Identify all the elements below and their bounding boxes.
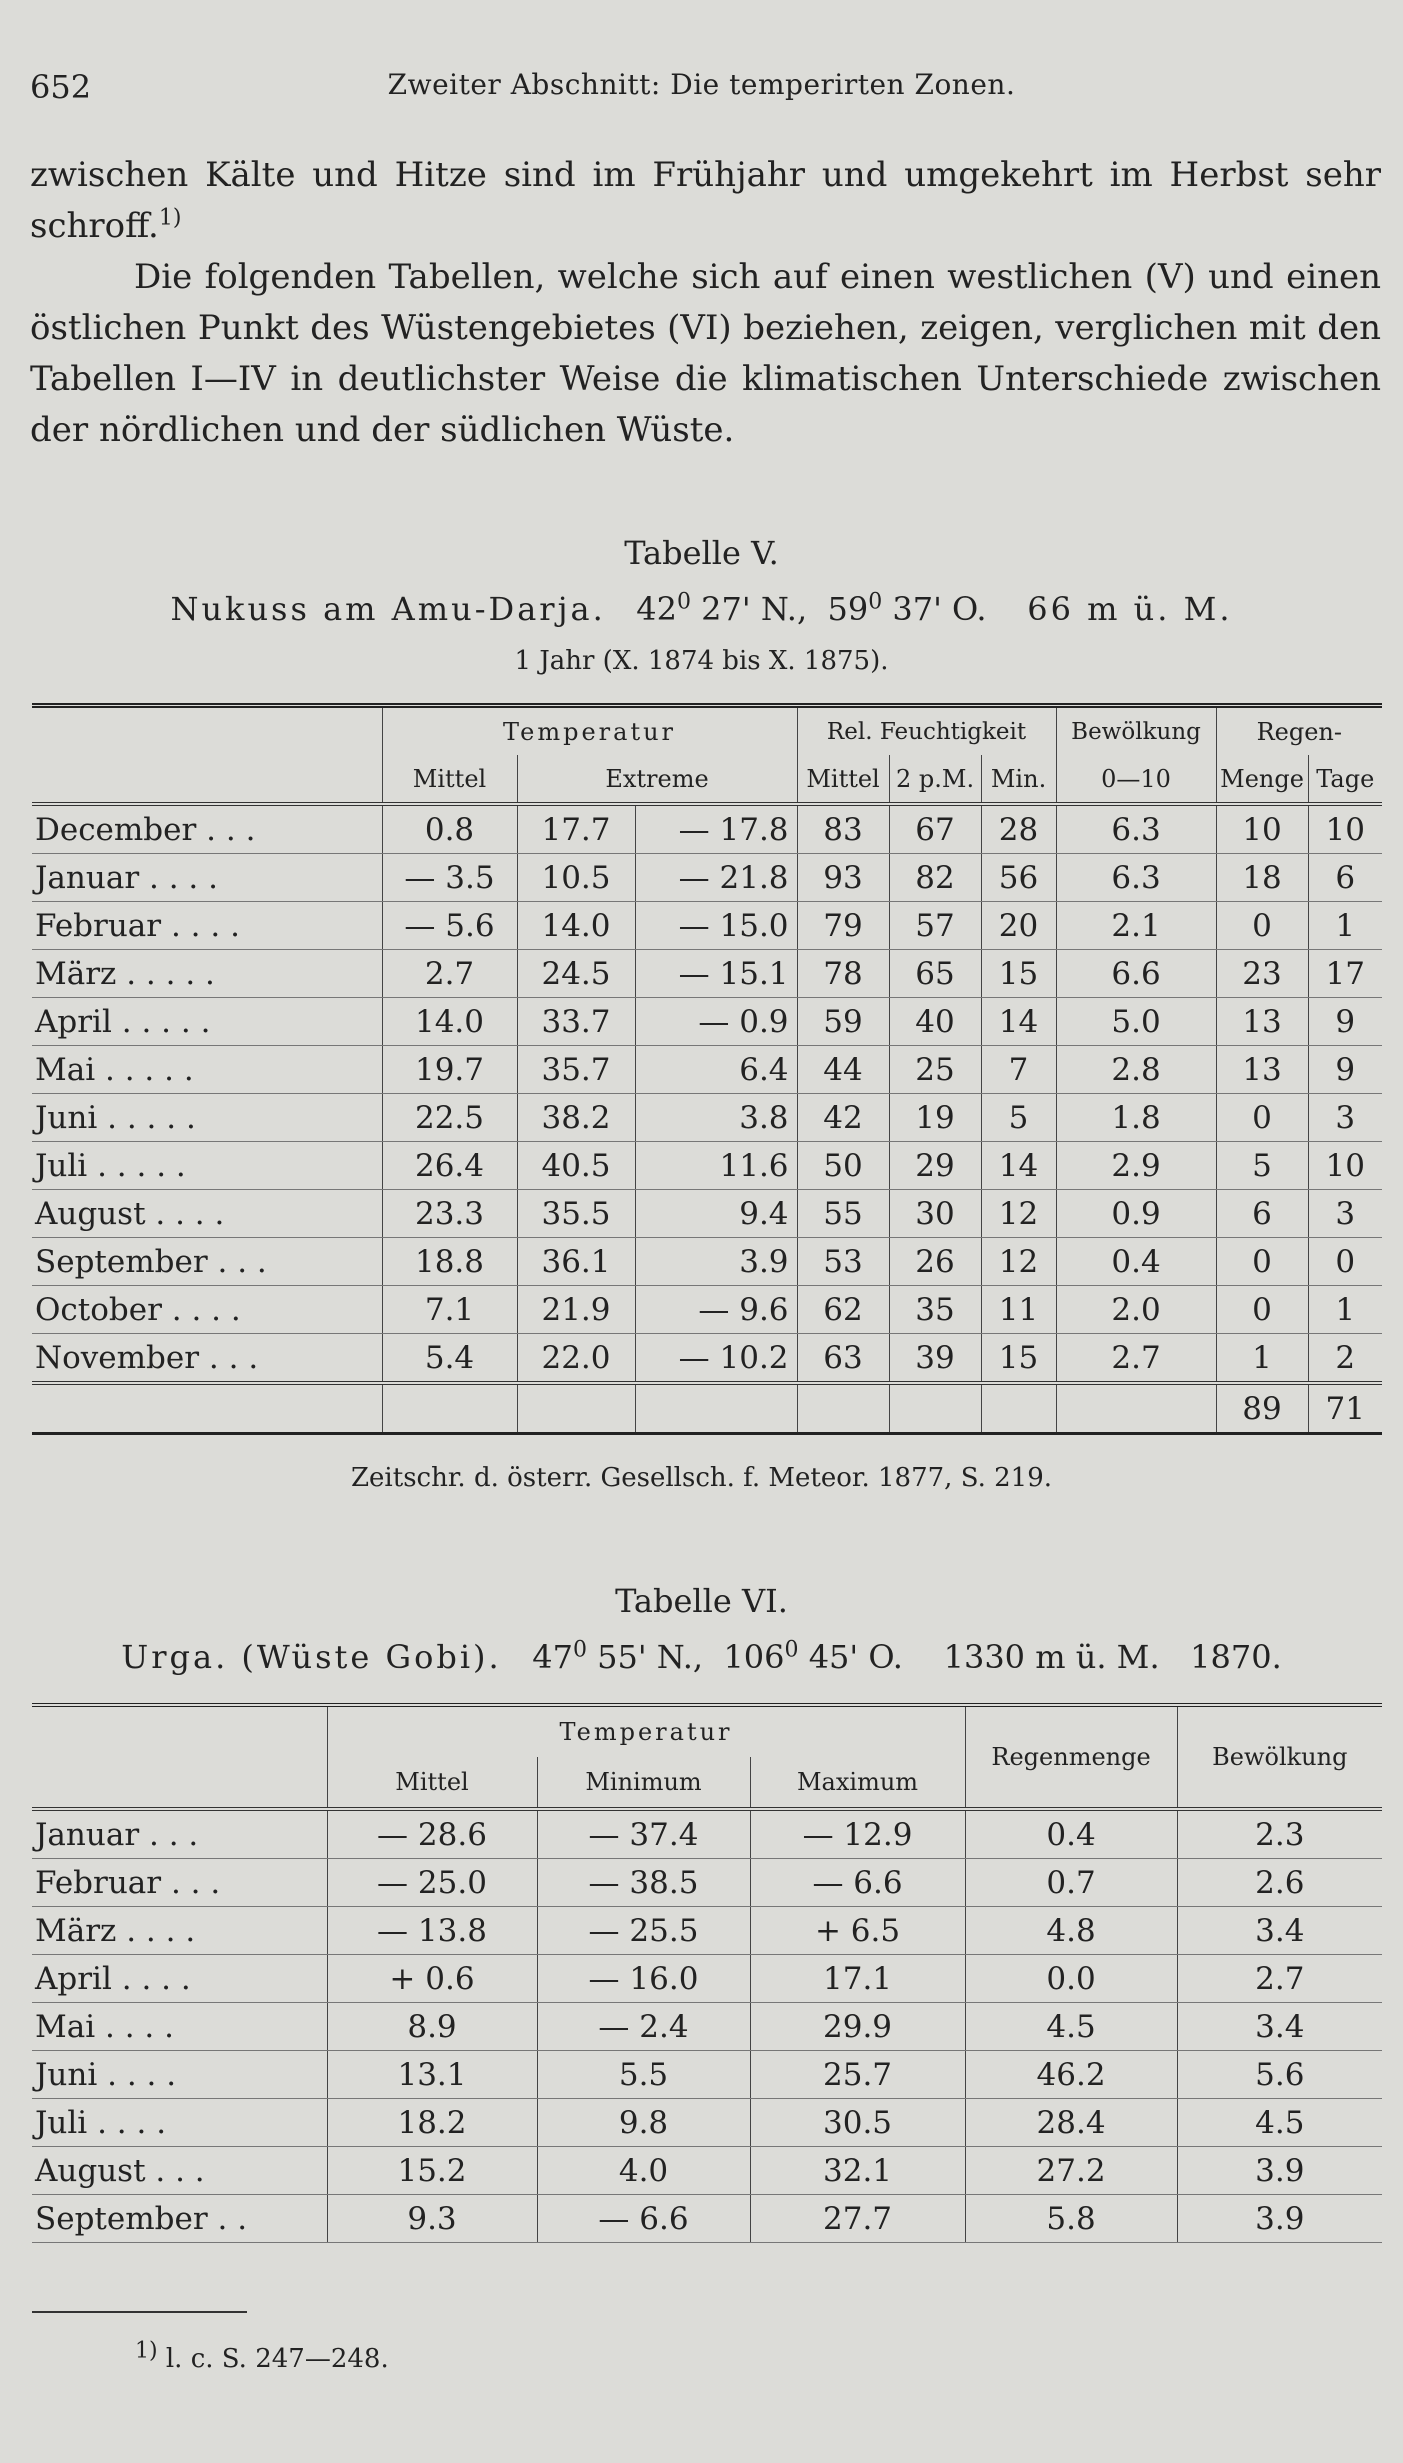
- rain-days: 0: [1308, 1238, 1382, 1286]
- rain-amount: 46.2: [965, 2051, 1177, 2099]
- month-label: September . .: [32, 2195, 327, 2243]
- running-title: Zweiter Abschnitt: Die temperirten Zonen.: [387, 68, 1016, 101]
- cloudiness: 2.6: [1177, 1859, 1382, 1907]
- temp-mittel: 0.8: [382, 804, 517, 854]
- table-6-location: Urga. (Wüste Gobi).: [121, 1638, 502, 1676]
- temp-mittel: 7.1: [382, 1286, 517, 1334]
- table-row: [32, 2003, 1382, 2051]
- temp-maximum: 29.9: [750, 2003, 965, 2051]
- table-5-lon-min: 37': [892, 590, 942, 628]
- rain-amount: 0.4: [965, 1809, 1177, 1859]
- rain-days: 1: [1308, 902, 1382, 950]
- temp-mittel: 18.8: [382, 1238, 517, 1286]
- temp-minimum: — 2.4: [537, 2003, 750, 2051]
- cloudiness: 3.4: [1177, 1907, 1382, 1955]
- rain-amount: 10: [1216, 804, 1308, 854]
- month-label: März . . . .: [32, 1907, 327, 1955]
- cloudiness: 2.7: [1177, 1955, 1382, 2003]
- temp-mittel: 14.0: [382, 998, 517, 1046]
- humidity-2pm: 29: [889, 1142, 981, 1190]
- body-text: [30, 150, 1381, 456]
- degree-mark: 0: [676, 589, 691, 615]
- temp-max: 22.0: [517, 1334, 635, 1384]
- header-tage: Tage: [1308, 755, 1382, 804]
- humidity-min: 14: [981, 998, 1056, 1046]
- temp-mittel: — 3.5: [382, 854, 517, 902]
- table-6-location-line: [20, 1638, 1383, 1676]
- cloudiness: 6.6: [1056, 950, 1216, 998]
- cloudiness: 2.9: [1056, 1142, 1216, 1190]
- rain-days: 3: [1308, 1094, 1382, 1142]
- table-5-period: 1 Jahr (X. 1874 bis X. 1875).: [514, 646, 889, 676]
- table-5-location: Nukuss am Amu-Darja.: [170, 590, 606, 628]
- month-label: October . . . .: [32, 1286, 382, 1334]
- temp-mittel: — 25.0: [327, 1859, 537, 1907]
- table-5-header-row-2: [32, 755, 1382, 804]
- cloudiness: 3.9: [1177, 2195, 1382, 2243]
- temp-maximum: 30.5: [750, 2099, 965, 2147]
- temp-mittel: 8.9: [327, 2003, 537, 2051]
- temp-max: 14.0: [517, 902, 635, 950]
- cloudiness: 6.3: [1056, 804, 1216, 854]
- table-row: [32, 1955, 1382, 2003]
- cloudiness: 3.4: [1177, 2003, 1382, 2051]
- temp-mittel: 5.4: [382, 1334, 517, 1384]
- table-6-lat: 47: [532, 1638, 573, 1676]
- footnote-divider: [32, 2311, 247, 2313]
- temp-minimum: 5.5: [537, 2051, 750, 2099]
- humidity-mittel: 78: [797, 950, 889, 998]
- month-label: Juni . . . . .: [32, 1094, 382, 1142]
- temp-max: 40.5: [517, 1142, 635, 1190]
- month-label: Juni . . . .: [32, 2051, 327, 2099]
- table-6-lat-min: 55': [597, 1638, 647, 1676]
- table-row: [32, 854, 1382, 902]
- month-label: März . . . . .: [32, 950, 382, 998]
- header-maximum: Maximum: [750, 1757, 965, 1809]
- rain-amount: 13: [1216, 1046, 1308, 1094]
- table-5-lon: 59: [827, 590, 869, 628]
- rain-days: 2: [1308, 1334, 1382, 1384]
- table-row: [32, 1238, 1382, 1286]
- temp-max: 17.7: [517, 804, 635, 854]
- header-feuchtigkeit: Rel. Feuchtigkeit: [797, 706, 1056, 756]
- humidity-mittel: 79: [797, 902, 889, 950]
- table-row: [32, 998, 1382, 1046]
- temp-min: — 10.2: [635, 1334, 797, 1384]
- footnote-ref: 1): [158, 205, 182, 231]
- header-scale: 0—10: [1056, 755, 1216, 804]
- rain-amount: 18: [1216, 854, 1308, 902]
- humidity-2pm: 35: [889, 1286, 981, 1334]
- temp-max: 35.7: [517, 1046, 635, 1094]
- temp-min: 3.8: [635, 1094, 797, 1142]
- temp-min: 3.9: [635, 1238, 797, 1286]
- table-6-lon-dir: O.: [868, 1638, 903, 1676]
- temp-mittel: — 5.6: [382, 902, 517, 950]
- temp-maximum: — 12.9: [750, 1809, 965, 1859]
- humidity-2pm: 19: [889, 1094, 981, 1142]
- rain-amount: 0.0: [965, 1955, 1177, 2003]
- table-row: [32, 950, 1382, 998]
- temp-min: — 9.6: [635, 1286, 797, 1334]
- rain-amount: 27.2: [965, 2147, 1177, 2195]
- table-6-elevation: 1330 m ü. M.: [943, 1638, 1160, 1676]
- table-5-total-row: [32, 1383, 1382, 1434]
- temp-minimum: 4.0: [537, 2147, 750, 2195]
- temp-mittel: — 13.8: [327, 1907, 537, 1955]
- humidity-min: 14: [981, 1142, 1056, 1190]
- header-extreme: Extreme: [517, 755, 797, 804]
- header-mittel: Mittel: [327, 1757, 537, 1809]
- humidity-mittel: 44: [797, 1046, 889, 1094]
- cloudiness: 0.9: [1056, 1190, 1216, 1238]
- table-row: [32, 2195, 1382, 2243]
- humidity-2pm: 26: [889, 1238, 981, 1286]
- table-row: [32, 1094, 1382, 1142]
- humidity-min: 12: [981, 1190, 1056, 1238]
- header-regen: Regen-: [1216, 706, 1382, 756]
- table-5: [32, 703, 1382, 1435]
- rain-amount: 0: [1216, 1286, 1308, 1334]
- temp-mittel: 13.1: [327, 2051, 537, 2099]
- month-label: Juli . . . .: [32, 2099, 327, 2147]
- header-f-mittel: Mittel: [797, 755, 889, 804]
- table-5-lon-dir: O.: [952, 590, 987, 628]
- temp-min: — 17.8: [635, 804, 797, 854]
- temp-mittel: 19.7: [382, 1046, 517, 1094]
- table-row: [32, 1859, 1382, 1907]
- temp-mittel: 23.3: [382, 1190, 517, 1238]
- humidity-min: 5: [981, 1094, 1056, 1142]
- table-5-source: Zeitschr. d. österr. Gesellsch. f. Meteor. 1877, S. 219.: [350, 1463, 1053, 1493]
- header-temperatur: Temperatur: [327, 1705, 965, 1757]
- rain-days: 6: [1308, 854, 1382, 902]
- table-5-header-row-1: [32, 706, 1382, 756]
- month-label: April . . . . .: [32, 998, 382, 1046]
- header-mittel: Mittel: [382, 755, 517, 804]
- month-label: September . . .: [32, 1238, 382, 1286]
- month-label: December . . .: [32, 804, 382, 854]
- footnote: [135, 2338, 389, 2374]
- table-6: [32, 1703, 1382, 2243]
- paragraph-1: [30, 150, 1381, 252]
- temp-mittel: 9.3: [327, 2195, 537, 2243]
- rain-amount: 0: [1216, 1238, 1308, 1286]
- humidity-2pm: 25: [889, 1046, 981, 1094]
- rain-days: 9: [1308, 998, 1382, 1046]
- rain-days: 10: [1308, 804, 1382, 854]
- temp-minimum: — 6.6: [537, 2195, 750, 2243]
- rain-amount: 23: [1216, 950, 1308, 998]
- temp-maximum: 25.7: [750, 2051, 965, 2099]
- cloudiness: 4.5: [1177, 2099, 1382, 2147]
- cloudiness: 3.9: [1177, 2147, 1382, 2195]
- cloudiness: 0.4: [1056, 1238, 1216, 1286]
- header-min: Min.: [981, 755, 1056, 804]
- rain-days: 10: [1308, 1142, 1382, 1190]
- rain-amount: 4.8: [965, 1907, 1177, 1955]
- header-bewoelkung: Bewölkung: [1177, 1705, 1382, 1809]
- page-header: [30, 68, 1373, 112]
- table-row: [32, 1142, 1382, 1190]
- table-6-year: 1870.: [1190, 1638, 1282, 1676]
- rain-amount: 4.5: [965, 2003, 1177, 2051]
- table-row: [32, 1286, 1382, 1334]
- month-label: November . . .: [32, 1334, 382, 1384]
- rain-amount: 0.7: [965, 1859, 1177, 1907]
- total-tage: 71: [1308, 1383, 1382, 1434]
- temp-maximum: + 6.5: [750, 1907, 965, 1955]
- humidity-mittel: 83: [797, 804, 889, 854]
- temp-max: 36.1: [517, 1238, 635, 1286]
- temp-max: 24.5: [517, 950, 635, 998]
- humidity-mittel: 63: [797, 1334, 889, 1384]
- temp-max: 21.9: [517, 1286, 635, 1334]
- rain-days: 1: [1308, 1286, 1382, 1334]
- rain-days: 9: [1308, 1046, 1382, 1094]
- month-label: August . . . .: [32, 1190, 382, 1238]
- header-menge: Menge: [1216, 755, 1308, 804]
- temp-max: 33.7: [517, 998, 635, 1046]
- cloudiness: 5.6: [1177, 2051, 1382, 2099]
- month-label: Januar . . .: [32, 1809, 327, 1859]
- humidity-min: 28: [981, 804, 1056, 854]
- table-6-lat-dir: N.,: [656, 1638, 704, 1676]
- humidity-min: 11: [981, 1286, 1056, 1334]
- table-5-lat-dir: N.,: [760, 590, 808, 628]
- month-label: Mai . . . .: [32, 2003, 327, 2051]
- cloudiness: 1.8: [1056, 1094, 1216, 1142]
- table-row: [32, 2099, 1382, 2147]
- temp-mittel: 2.7: [382, 950, 517, 998]
- temp-min: 9.4: [635, 1190, 797, 1238]
- table-row: [32, 1190, 1382, 1238]
- humidity-2pm: 40: [889, 998, 981, 1046]
- page-number: 652: [30, 68, 92, 106]
- cloudiness: 2.0: [1056, 1286, 1216, 1334]
- humidity-2pm: 57: [889, 902, 981, 950]
- humidity-2pm: 65: [889, 950, 981, 998]
- temp-minimum: — 16.0: [537, 1955, 750, 2003]
- humidity-min: 15: [981, 950, 1056, 998]
- cloudiness: 2.3: [1177, 1809, 1382, 1859]
- degree-mark: 0: [868, 589, 883, 615]
- humidity-mittel: 53: [797, 1238, 889, 1286]
- temp-mittel: 22.5: [382, 1094, 517, 1142]
- temp-mittel: + 0.6: [327, 1955, 537, 2003]
- month-label: April . . . .: [32, 1955, 327, 2003]
- rain-amount: 0: [1216, 1094, 1308, 1142]
- temp-min: — 15.1: [635, 950, 797, 998]
- table-row: [32, 1334, 1382, 1384]
- temp-max: 38.2: [517, 1094, 635, 1142]
- degree-mark: 0: [784, 1637, 799, 1663]
- paragraph-1-text: zwischen Kälte und Hitze sind im Frühjahr und umgekehrt im Herbst sehr schroff.: [30, 155, 1381, 246]
- humidity-2pm: 82: [889, 854, 981, 902]
- table-5-lat: 42: [636, 590, 677, 628]
- temp-min: 11.6: [635, 1142, 797, 1190]
- month-label: Mai . . . . .: [32, 1046, 382, 1094]
- total-menge: 89: [1216, 1383, 1308, 1434]
- temp-mittel: 26.4: [382, 1142, 517, 1190]
- humidity-mittel: 62: [797, 1286, 889, 1334]
- table-5-lat-min: 27': [701, 590, 751, 628]
- humidity-mittel: 50: [797, 1142, 889, 1190]
- temp-minimum: — 37.4: [537, 1809, 750, 1859]
- month-label: August . . .: [32, 2147, 327, 2195]
- rain-amount: 5.8: [965, 2195, 1177, 2243]
- temp-maximum: 32.1: [750, 2147, 965, 2195]
- table-6-lon: 106: [723, 1638, 785, 1676]
- degree-mark: 0: [572, 1637, 587, 1663]
- month-label: Juli . . . . .: [32, 1142, 382, 1190]
- temp-mittel: — 28.6: [327, 1809, 537, 1859]
- temp-mittel: 15.2: [327, 2147, 537, 2195]
- temp-maximum: 27.7: [750, 2195, 965, 2243]
- temp-maximum: — 6.6: [750, 1859, 965, 1907]
- temp-minimum: — 38.5: [537, 1859, 750, 1907]
- temp-minimum: 9.8: [537, 2099, 750, 2147]
- temp-min: 6.4: [635, 1046, 797, 1094]
- rain-amount: 1: [1216, 1334, 1308, 1384]
- month-label: Januar . . . .: [32, 854, 382, 902]
- header-bewoelkung: Bewölkung: [1056, 706, 1216, 756]
- humidity-min: 7: [981, 1046, 1056, 1094]
- rain-days: 3: [1308, 1190, 1382, 1238]
- humidity-min: 12: [981, 1238, 1056, 1286]
- header-regenmenge: Regenmenge: [965, 1705, 1177, 1809]
- temp-maximum: 17.1: [750, 1955, 965, 2003]
- table-row: [32, 2147, 1382, 2195]
- humidity-2pm: 67: [889, 804, 981, 854]
- temp-mittel: 18.2: [327, 2099, 537, 2147]
- paragraph-2: Die folgenden Tabellen, welche sich auf einen westlichen (V) und einen östlichen Punkt des Wüstengebietes (VI) beziehen, zeigen, verglichen mit den Tabellen I—IV in deutlichster Weise die klimatischen Unterschiede zwischen der nördlichen und der südlichen Wüste.: [30, 257, 1381, 450]
- rain-amount: 6: [1216, 1190, 1308, 1238]
- temp-min: — 15.0: [635, 902, 797, 950]
- table-row: [32, 1046, 1382, 1094]
- rain-amount: 13: [1216, 998, 1308, 1046]
- table-5-location-line: [20, 590, 1383, 628]
- cloudiness: 2.8: [1056, 1046, 1216, 1094]
- humidity-min: 20: [981, 902, 1056, 950]
- table-6-lon-min: 45': [808, 1638, 859, 1676]
- temp-max: 10.5: [517, 854, 635, 902]
- footnote-mark: 1): [135, 2338, 158, 2364]
- table-row: [32, 2051, 1382, 2099]
- humidity-2pm: 30: [889, 1190, 981, 1238]
- humidity-mittel: 55: [797, 1190, 889, 1238]
- humidity-min: 15: [981, 1334, 1056, 1384]
- header-minimum: Minimum: [537, 1757, 750, 1809]
- table-5-elevation: 66 m ü. M.: [1027, 590, 1233, 628]
- humidity-min: 56: [981, 854, 1056, 902]
- table-row: [32, 902, 1382, 950]
- cloudiness: 5.0: [1056, 998, 1216, 1046]
- month-label: Februar . . .: [32, 1859, 327, 1907]
- cloudiness: 2.7: [1056, 1334, 1216, 1384]
- table-row: [32, 1809, 1382, 1859]
- humidity-mittel: 42: [797, 1094, 889, 1142]
- table-6-caption: Tabelle VI.: [615, 1582, 788, 1620]
- cloudiness: 2.1: [1056, 902, 1216, 950]
- table-row: [32, 1907, 1382, 1955]
- rain-amount: 5: [1216, 1142, 1308, 1190]
- table-6-body: [32, 1809, 1382, 2243]
- temp-min: — 21.8: [635, 854, 797, 902]
- humidity-2pm: 39: [889, 1334, 981, 1384]
- footnote-text: l. c. S. 247—248.: [165, 2344, 389, 2374]
- temp-min: — 0.9: [635, 998, 797, 1046]
- table-5-body: [32, 804, 1382, 1383]
- humidity-mittel: 93: [797, 854, 889, 902]
- header-2pm: 2 p.M.: [889, 755, 981, 804]
- rain-days: 17: [1308, 950, 1382, 998]
- humidity-mittel: 59: [797, 998, 889, 1046]
- table-6-header-row-1: [32, 1705, 1382, 1757]
- rain-amount: 0: [1216, 902, 1308, 950]
- temp-minimum: — 25.5: [537, 1907, 750, 1955]
- temp-max: 35.5: [517, 1190, 635, 1238]
- rain-amount: 28.4: [965, 2099, 1177, 2147]
- header-temperatur: Temperatur: [382, 706, 797, 756]
- month-label: Februar . . . .: [32, 902, 382, 950]
- cloudiness: 6.3: [1056, 854, 1216, 902]
- table-row: [32, 804, 1382, 854]
- table-5-caption: Tabelle V.: [624, 534, 779, 572]
